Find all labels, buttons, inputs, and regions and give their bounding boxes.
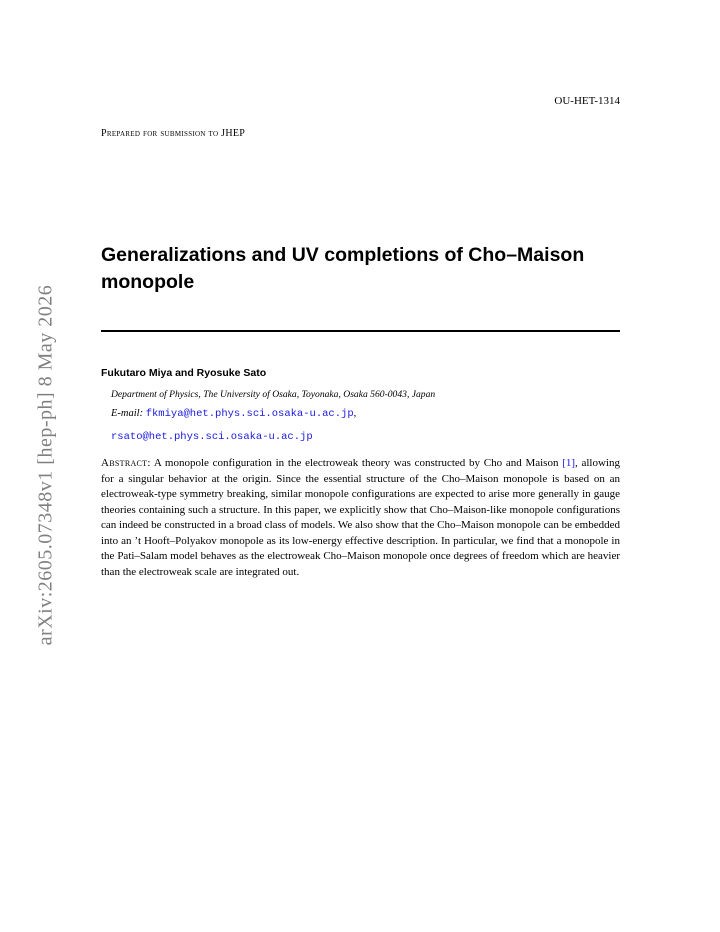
citation-link[interactable]: [1] <box>562 457 576 469</box>
abstract <box>101 456 620 580</box>
author-list: Fukutaro Miya and Ryosuke Sato <box>101 367 267 379</box>
abstract-text-1: A monopole configuration in the electroweak theory was constructed by Cho and Maison <box>153 457 559 469</box>
abstract-text-2: , allowing for a singular behavior at the origin. Since the essential structure of the Cho–Maison monopole is based on an electroweak-type symmetry breaking, similar monopole configurations are expected to arise more generally in gauge theories containing such a structure. In this paper, we explicitly show that Cho–Maison-like monopole configurations can indeed be constructed in a broad class of models. We also show that the Cho–Maison monopole can be embedded into an ’t Hooft–Polyakov monopole as its low-energy effective description. In particular, we find that a monopole in the Pati–Salam model behaves as the electroweak Cho–Maison monopole once degrees of freedom which are heavier than the electroweak scale are integrated out. <box>101 457 620 578</box>
email-link-1[interactable]: fkmiya@het.phys.sci.osaka-u.ac.jp <box>145 408 354 420</box>
email-label: E-mail: <box>111 408 144 419</box>
abstract-label: Abstract: <box>101 457 151 469</box>
arxiv-identifier: arXiv:2605.07348v1 [hep-ph] 8 May 2026 <box>34 284 57 646</box>
email-line-2 <box>111 426 313 444</box>
title-rule <box>101 330 620 332</box>
email-separator: , <box>353 408 357 419</box>
report-number: OU-HET-1314 <box>554 95 620 107</box>
affiliation: Department of Physics, The University of Osaka, Toyonaka, Osaka 560-0043, Japan <box>111 389 436 400</box>
email-link-2[interactable]: rsato@het.phys.sci.osaka-u.ac.jp <box>111 431 313 443</box>
submission-note: Prepared for submission to JHEP <box>101 128 246 139</box>
email-line <box>111 408 356 420</box>
paper-title: Generalizations and UV completions of Cho–Maison monopole <box>101 244 585 293</box>
